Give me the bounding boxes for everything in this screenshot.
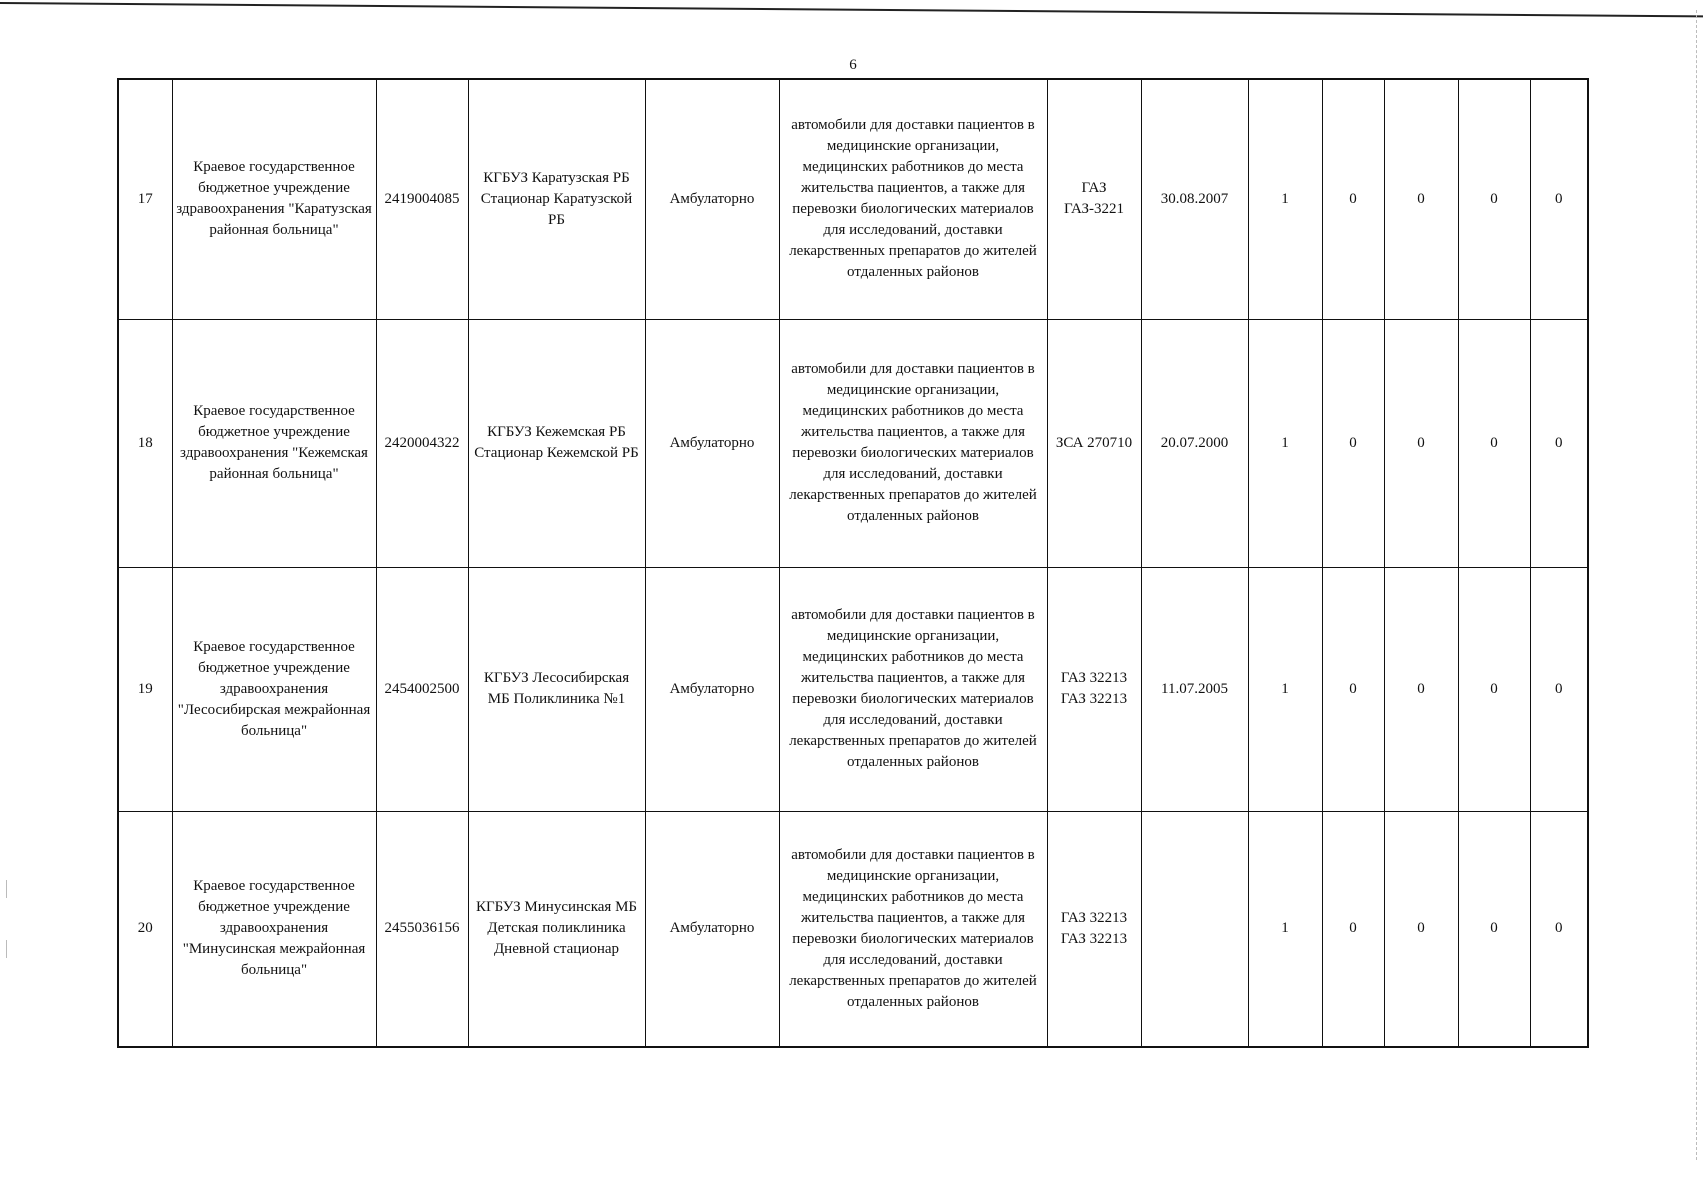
row-number: 17 bbox=[118, 79, 172, 319]
count-cell: 1 bbox=[1248, 811, 1322, 1047]
scan-right-edge bbox=[1695, 10, 1697, 1160]
table-row bbox=[118, 567, 1588, 811]
count-cell: 0 bbox=[1322, 79, 1384, 319]
count-cell: 0 bbox=[1458, 567, 1530, 811]
registration-date: 11.07.2005 bbox=[1141, 567, 1248, 811]
vehicle-model: ЗСА 270710 bbox=[1047, 319, 1141, 567]
care-type: Амбулаторно bbox=[645, 811, 779, 1047]
organization-name: Краевое государственное бюджетное учреждение здравоохранения "Кежемская районная больница" bbox=[172, 319, 376, 567]
organization-name: Краевое государственное бюджетное учреждение здравоохранения "Каратузская районная больница" bbox=[172, 79, 376, 319]
unit-name: КГБУЗ Минусинская МБ Детская поликлиника Дневной стационар bbox=[468, 811, 645, 1047]
count-cell: 0 bbox=[1322, 319, 1384, 567]
unit-name: КГБУЗ Кежемская РБ Стационар Кежемской РБ bbox=[468, 319, 645, 567]
care-type: Амбулаторно bbox=[645, 79, 779, 319]
inn-value: 2419004085 bbox=[376, 79, 468, 319]
inn-value: 2454002500 bbox=[376, 567, 468, 811]
table-row bbox=[118, 811, 1588, 1047]
count-cell: 0 bbox=[1384, 319, 1458, 567]
organization-name: Краевое государственное бюджетное учреждение здравоохранения "Лесосибирская межрайонная больница" bbox=[172, 567, 376, 811]
unit-name: КГБУЗ Каратузская РБ Стационар Каратузской РБ bbox=[468, 79, 645, 319]
count-cell: 0 bbox=[1530, 319, 1588, 567]
care-type: Амбулаторно bbox=[645, 319, 779, 567]
count-cell: 0 bbox=[1530, 811, 1588, 1047]
registration-date: 30.08.2007 bbox=[1141, 79, 1248, 319]
unit-name: КГБУЗ Лесосибирская МБ Поликлиника №1 bbox=[468, 567, 645, 811]
table-row bbox=[118, 79, 1588, 319]
care-type: Амбулаторно bbox=[645, 567, 779, 811]
count-cell: 0 bbox=[1322, 811, 1384, 1047]
inn-value: 2455036156 bbox=[376, 811, 468, 1047]
row-number: 20 bbox=[118, 811, 172, 1047]
scan-top-edge bbox=[0, 2, 1703, 29]
count-cell: 0 bbox=[1458, 319, 1530, 567]
row-number: 18 bbox=[118, 319, 172, 567]
count-cell: 0 bbox=[1322, 567, 1384, 811]
count-cell: 0 bbox=[1458, 811, 1530, 1047]
vehicle-model: ГАЗ 32213 ГАЗ 32213 bbox=[1047, 567, 1141, 811]
vehicle-model: ГАЗ 32213 ГАЗ 32213 bbox=[1047, 811, 1141, 1047]
registration-date: 20.07.2000 bbox=[1141, 319, 1248, 567]
count-cell: 0 bbox=[1530, 79, 1588, 319]
count-cell: 1 bbox=[1248, 319, 1322, 567]
scan-left-mark bbox=[6, 940, 7, 958]
table-row bbox=[118, 319, 1588, 567]
count-cell: 1 bbox=[1248, 79, 1322, 319]
vehicle-model: ГАЗ ГАЗ-3221 bbox=[1047, 79, 1141, 319]
vehicle-purpose: автомобили для доставки пациентов в медицинские организации, медицинских работников до места жительства пациентов, а также для перевозки биологических материалов для исследований, доставки лекарственных препаратов до жителей отдаленных районов bbox=[779, 811, 1047, 1047]
count-cell: 0 bbox=[1530, 567, 1588, 811]
vehicle-purpose: автомобили для доставки пациентов в медицинские организации, медицинских работников до места жительства пациентов, а также для перевозки биологических материалов для исследований, доставки лекарственных препаратов до жителей отдаленных районов bbox=[779, 319, 1047, 567]
registration-date bbox=[1141, 811, 1248, 1047]
count-cell: 0 bbox=[1458, 79, 1530, 319]
vehicle-purpose: автомобили для доставки пациентов в медицинские организации, медицинских работников до места жительства пациентов, а также для перевозки биологических материалов для исследований, доставки лекарственных препаратов до жителей отдаленных районов bbox=[779, 79, 1047, 319]
vehicle-purpose: автомобили для доставки пациентов в медицинские организации, медицинских работников до места жительства пациентов, а также для перевозки биологических материалов для исследований, доставки лекарственных препаратов до жителей отдаленных районов bbox=[779, 567, 1047, 811]
inn-value: 2420004322 bbox=[376, 319, 468, 567]
count-cell: 0 bbox=[1384, 79, 1458, 319]
count-cell: 0 bbox=[1384, 567, 1458, 811]
vehicle-registry-table bbox=[117, 78, 1589, 1048]
organization-name: Краевое государственное бюджетное учреждение здравоохранения "Минусинская межрайонная больница" bbox=[172, 811, 376, 1047]
page-number: 6 bbox=[849, 57, 857, 73]
row-number: 19 bbox=[118, 567, 172, 811]
count-cell: 1 bbox=[1248, 567, 1322, 811]
scan-left-mark bbox=[6, 880, 7, 898]
count-cell: 0 bbox=[1384, 811, 1458, 1047]
